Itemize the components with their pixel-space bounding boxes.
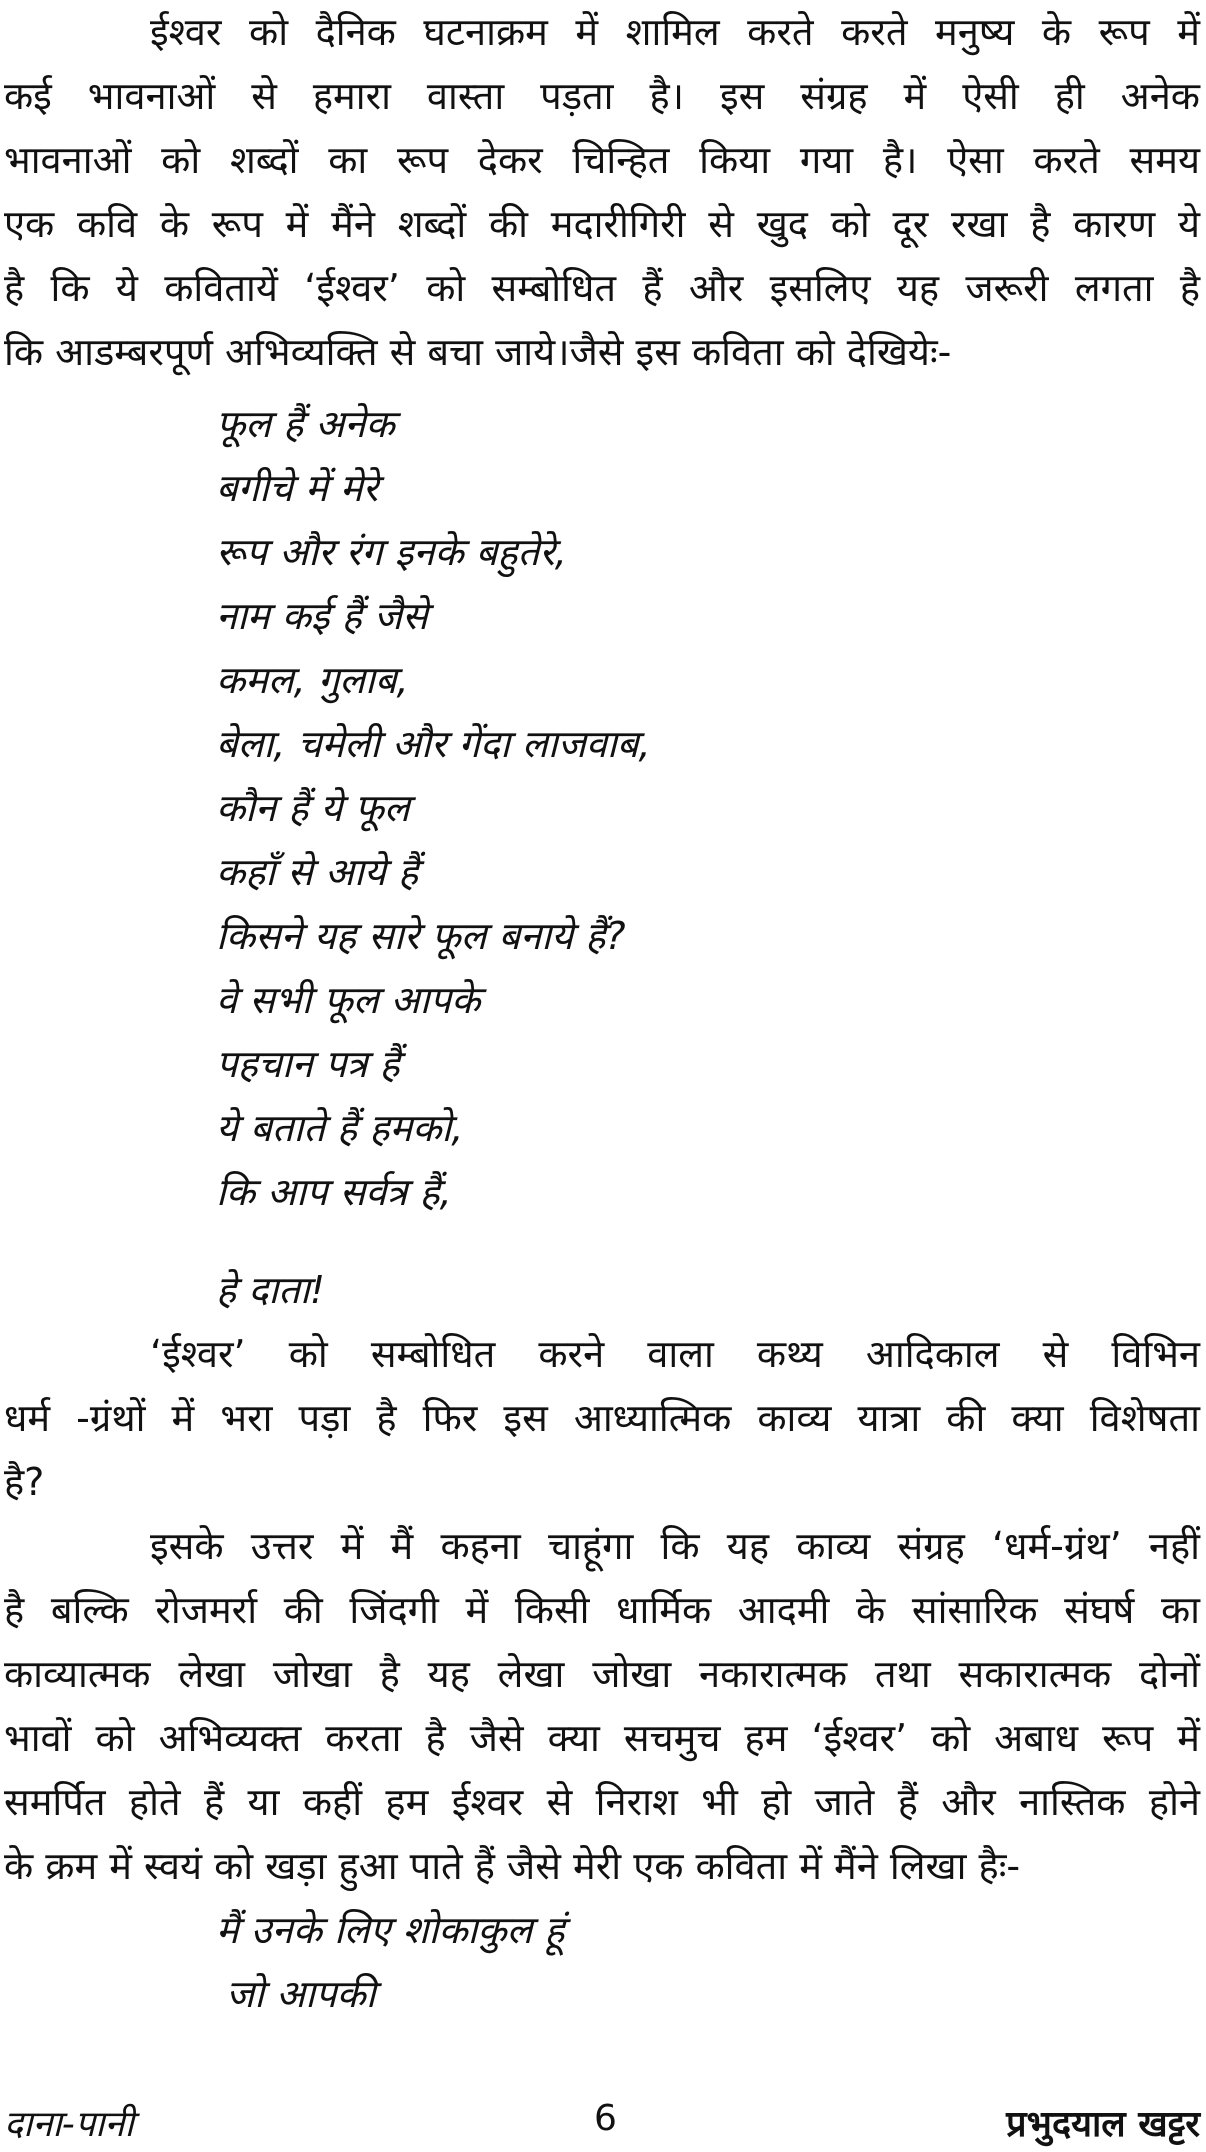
verse-line: नाम कई हैं जैसे xyxy=(216,594,428,638)
second-paragraph xyxy=(4,1322,1200,1514)
text-line: के क्रम में स्वयं को खड़ा हुआ पाते हैं जैसे मेरी एक कविता में मैंने लिखा हैः- xyxy=(4,1844,1021,1888)
verse-line: रूप और रंग इनके बहुतेरे, xyxy=(216,530,567,574)
third-paragraph xyxy=(4,1514,1200,1898)
text-line: इसके उत्तर में मैं कहना चाहूंगा कि यह काव्य संग्रह ‘धर्म-ग्रंथ’ नहीं xyxy=(150,1524,1200,1568)
text-line: धर्म -ग्रंथों में भरा पड़ा है फिर इस आध्यात्मिक काव्य यात्रा की क्या विशेषता xyxy=(4,1396,1200,1440)
text-line: भावों को अभिव्यक्त करता है जैसे क्या सचमुच हम ‘ईश्वर’ को अबाध रूप में xyxy=(4,1716,1200,1760)
verse-line: कौन हैं ये फूल xyxy=(216,786,410,830)
verse-line: फूल हैं अनेक xyxy=(216,402,395,446)
verse-line: बगीचे में मेरे xyxy=(216,466,379,510)
text-line: समर्पित होते हैं या कहीं हम ईश्वर से निराश भी हो जाते हैं और नास्तिक होने xyxy=(4,1780,1200,1824)
text-line: भावनाओं को शब्दों का रूप देकर चिन्हित किया गया है। ऐसा करते समय xyxy=(4,138,1200,182)
verse-line: किसने यह सारे फूल बनाये हैं? xyxy=(216,914,626,958)
verse-line: कमल, गुलाब, xyxy=(216,658,409,702)
author-name: प्रभुदयाल खट्टर xyxy=(1006,2104,1200,2145)
page-footer xyxy=(0,2098,1206,2148)
poem-two xyxy=(216,1898,565,2026)
verse-line: ये बताते हैं हमको, xyxy=(216,1106,464,1150)
verse-line: हे दाता! xyxy=(216,1268,326,1312)
poem-one xyxy=(216,392,651,1224)
verse-line: वे सभी फूल आपके xyxy=(216,978,481,1022)
text-line: ‘ईश्वर’ को सम्बोधित करने वाला कथ्य आदिकाल से विभिन xyxy=(150,1332,1200,1376)
intro-paragraph xyxy=(4,0,1200,384)
page-number: 6 xyxy=(594,2098,617,2139)
poem-one-closing xyxy=(216,1258,325,1322)
verse-line: कि आप सर्वत्र हैं, xyxy=(216,1170,452,1214)
text-line: कि आडम्बरपूर्ण अभिव्यक्ति से बचा जाये।जैसे इस कविता को देखियेः- xyxy=(4,330,952,374)
book-title: दाना-पानी xyxy=(4,2104,134,2145)
text-line: ईश्वर को दैनिक घटनाक्रम में शामिल करते करते मनुष्य के रूप में xyxy=(150,10,1200,54)
text-line: काव्यात्मक लेखा जोखा है यह लेखा जोखा नकारात्मक तथा सकारात्मक दोनों xyxy=(4,1652,1200,1696)
text-line: है? xyxy=(4,1460,45,1504)
verse-line: मैं उनके लिए शोकाकुल हूं xyxy=(216,1908,565,1952)
verse-line: पहचान पत्र हैं xyxy=(216,1042,400,1086)
text-line: कई भावनाओं से हमारा वास्ता पड़ता है। इस संग्रह में ऐसी ही अनेक xyxy=(4,74,1200,118)
text-line: है कि ये कवितायें ‘ईश्वर’ को सम्बोधित हैं और इसलिए यह जरूरी लगता है xyxy=(4,266,1200,310)
verse-line: जो आपकी xyxy=(226,1972,376,2016)
verse-line: बेला, चमेली और गेंदा लाजवाब, xyxy=(216,722,651,766)
text-line: है बल्कि रोजमर्रा की जिंदगी में किसी धार्मिक आदमी के सांसारिक संघर्ष का xyxy=(4,1588,1200,1632)
text-line: एक कवि के रूप में मैंने शब्दों की मदारीगिरी से खुद को दूर रखा है कारण ये xyxy=(4,202,1200,246)
verse-line: कहाँ से आये हैं xyxy=(216,850,419,894)
